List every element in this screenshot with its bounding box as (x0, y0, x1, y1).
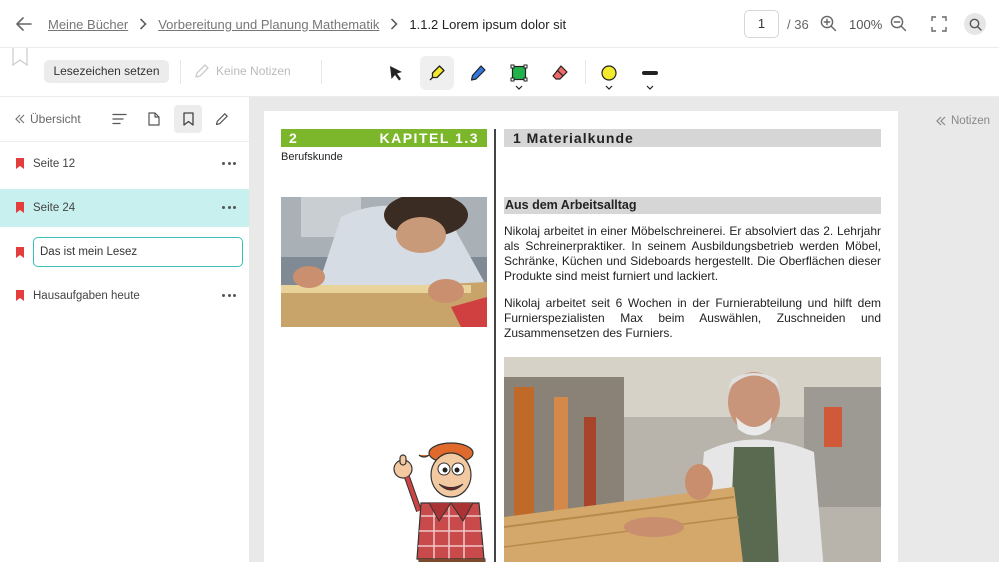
tab-notes[interactable] (208, 105, 236, 133)
bookmark-flag-icon (16, 290, 24, 301)
chapter-subtitle: Berufskunde (281, 151, 343, 163)
chapter-number: 2 (289, 130, 299, 146)
shape-tool[interactable] (502, 56, 536, 90)
chevron-down-icon (605, 85, 613, 90)
chevron-down-icon (515, 85, 523, 90)
chevron-down-icon (646, 85, 654, 90)
bookmark-item[interactable] (0, 145, 249, 183)
set-bookmark-button[interactable]: Lesezeichen setzen (44, 60, 169, 83)
bookmark-ribbon-icon[interactable] (12, 48, 28, 71)
bookmark-item[interactable] (0, 277, 249, 315)
bookmark-flag-icon (16, 202, 24, 213)
color-circle-icon (600, 64, 618, 82)
double-chevron-left-icon (936, 116, 946, 126)
double-chevron-left-icon (15, 114, 25, 124)
zoom-in-icon[interactable] (820, 15, 837, 37)
pen-icon (469, 64, 487, 82)
no-notes-label: Keine Notizen (216, 64, 291, 78)
breadcrumb (48, 0, 566, 48)
tab-pages[interactable] (140, 105, 168, 133)
bookmark-sidebar (0, 97, 250, 562)
eraser-tool[interactable] (543, 56, 577, 90)
photo-apprentice (281, 197, 487, 327)
bookmark-icon (183, 112, 194, 126)
cartoon-mascot (389, 441, 489, 562)
overview-link[interactable] (15, 112, 81, 126)
page-icon (148, 112, 160, 126)
notes-label: Notizen (951, 115, 990, 127)
sidebar-header (0, 97, 250, 142)
chapter-label: KAPITEL 1.3 (379, 130, 479, 146)
highlighter-icon (428, 64, 446, 82)
line-width-icon (641, 64, 659, 82)
square-shape-icon (510, 64, 528, 82)
breadcrumb-link-books[interactable]: Meine Bücher (48, 16, 129, 32)
highlighter-tool[interactable] (420, 56, 454, 90)
more-options-icon[interactable] (222, 294, 236, 297)
annotation-toolbar (0, 48, 999, 97)
bookmark-item-selected[interactable] (0, 189, 249, 227)
bookmark-flag-icon (16, 247, 24, 258)
stroke-width-picker[interactable] (633, 56, 667, 90)
top-bar (0, 0, 999, 48)
tab-toc[interactable] (105, 105, 133, 133)
cursor-icon (388, 65, 404, 81)
document-viewer (250, 97, 999, 562)
section-heading: Aus dem Arbeitsalltag (504, 197, 881, 214)
bookmark-name-input[interactable] (33, 237, 243, 267)
more-options-icon[interactable] (222, 162, 236, 165)
pencil-icon (215, 112, 229, 126)
toolbar-divider (180, 60, 181, 84)
pen-tool[interactable] (461, 56, 495, 90)
back-arrow-icon[interactable] (14, 14, 34, 34)
eraser-icon (551, 64, 569, 82)
list-icon (112, 113, 127, 125)
column-divider (494, 129, 496, 562)
page-heading: 1 Materialkunde (504, 129, 881, 147)
page-number-input[interactable]: 1 (744, 10, 779, 38)
no-notes-indicator (194, 63, 291, 79)
breadcrumb-current: 1.1.2 Lorem ipsum dolor sit (409, 16, 567, 32)
paragraph: Nikolaj arbeitet in einer Möbelschreinerei. Er absolviert das 2. Lehrjahr als Schreinerpraktiker. In seinem Ausbildungsbetrieb werden Möbel, Schränke, Küchen und Sideboards hergestellt. Die Oberflächen dieser Produkte sind meist furniert und lackiert. (504, 224, 881, 283)
document-page[interactable] (264, 111, 898, 562)
fullscreen-icon[interactable] (931, 16, 947, 37)
color-picker[interactable] (592, 56, 626, 90)
photo-craftsman (504, 357, 881, 562)
bookmark-label: Hausaufgaben heute (33, 290, 140, 302)
notes-panel-toggle[interactable] (936, 115, 990, 127)
toolbar-divider (321, 60, 322, 84)
zoom-level: 100% (849, 17, 883, 32)
chevron-right-icon (139, 18, 147, 30)
page-total: / 36 (787, 17, 809, 32)
breadcrumb-link-book[interactable]: Vorbereitung und Planung Mathematik (158, 16, 380, 32)
chevron-right-icon (390, 18, 398, 30)
more-options-icon[interactable] (222, 206, 236, 209)
chapter-banner (281, 129, 487, 147)
bookmark-label: Seite 24 (33, 202, 76, 214)
paragraph: Nikolaj arbeitet seit 6 Wochen in der Furnierabteilung und hilft dem Furnierspezialisten Max beim Auswählen, Zuschneiden und Zusammensetzen des Furniers. (504, 296, 881, 340)
overview-label: Übersicht (30, 112, 81, 126)
bookmark-label: Seite 12 (33, 158, 76, 170)
tab-bookmarks[interactable] (174, 105, 202, 133)
select-tool[interactable] (379, 56, 413, 90)
toolbar-divider (585, 60, 586, 84)
search-icon[interactable] (964, 13, 986, 35)
zoom-out-icon[interactable] (890, 15, 907, 37)
pencil-icon (194, 63, 210, 79)
bookmark-flag-icon (16, 158, 24, 169)
